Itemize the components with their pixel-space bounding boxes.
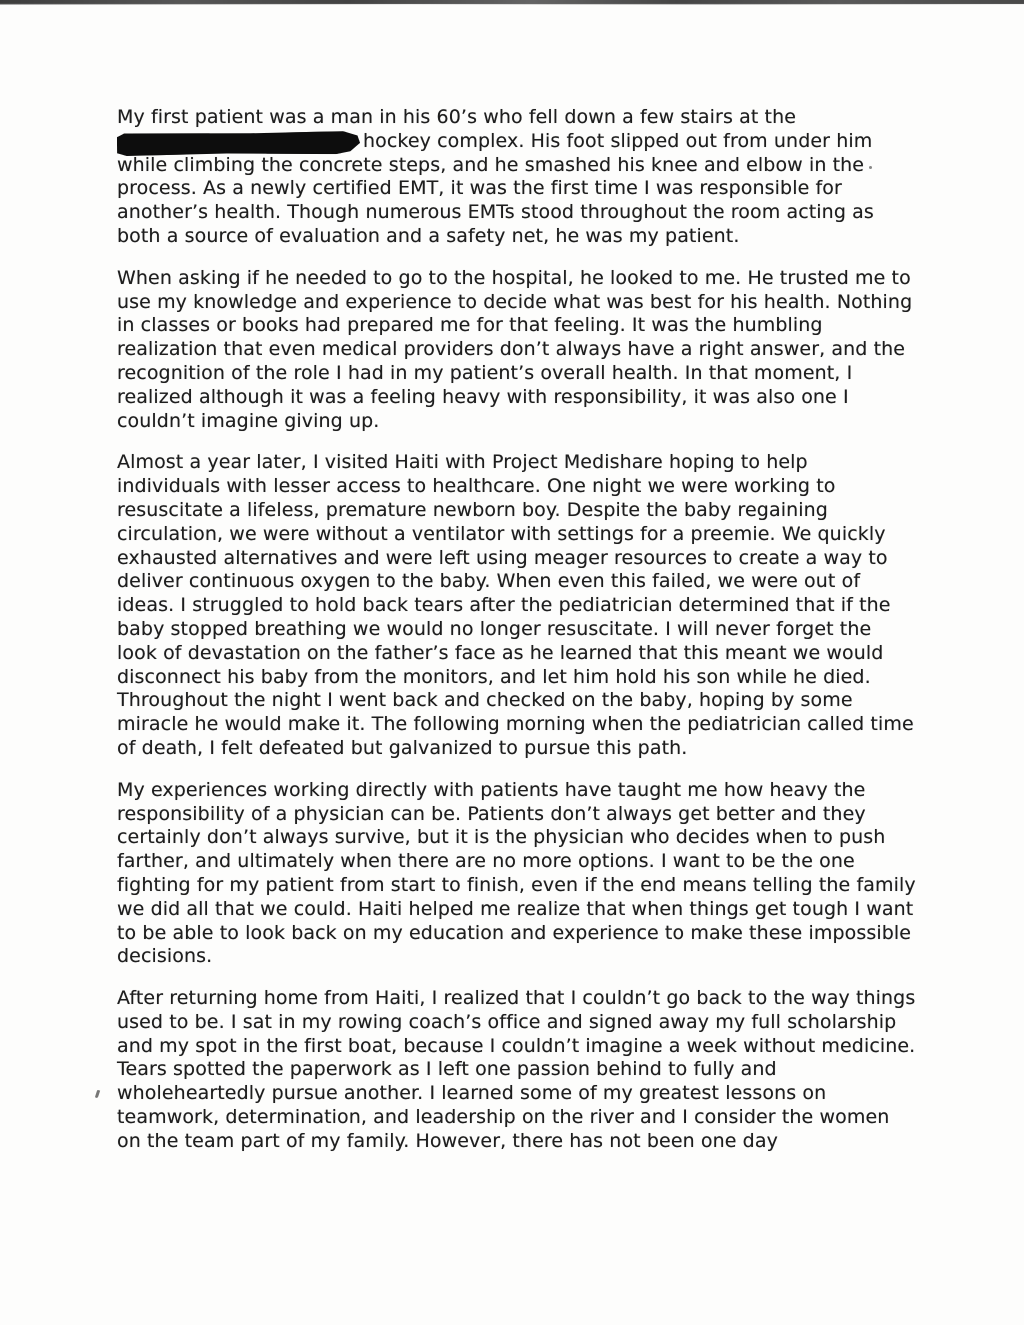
scan-edge-artifact [0, 0, 1024, 4]
scan-speck-artifact [95, 1090, 100, 1099]
essay-body [117, 106, 917, 1172]
paragraph-2: When asking if he needed to go to the hospital, he looked to me. He trusted me to use my knowledge and experience to decide what was best for his health. Nothing in classes or books had prepared me for that feeling. It was the humbling realization that even medical providers don’t always have a right answer, and the recognition of the role I had in my patient’s overall health. In that moment, I realized although it was a feeling heavy with responsibility, it was also one I couldn’t imagine giving up. [117, 266, 913, 432]
paragraph-1 [117, 106, 917, 249]
paragraph-4: My experiences working directly with patients have taught me how heavy the responsibility of a physician can be. Patients don’t always get better and they certainly don’t always survive, but it is the physician who decides when to push farther, and ultimately when there are no more options. I want to be the one fighting for my patient from start to finish, even if the end means telling the family we did all that we could. Haiti helped me realize that when things get tough I want to be able to look back on my education and experience to make these impossible decisions. [117, 778, 916, 968]
redaction-bar [117, 131, 360, 156]
scan-dot-artifact [869, 166, 872, 169]
paragraph-1-continuation: hockey complex. His foot slipped out from under him while climbing the concrete steps, and he smashed his knee and elbow in the process. As a newly certified EMT, it was the first time I was responsible for another’s health. Though numerous EMTs stood throughout the room acting as both a source of evaluation and a safety net, he was my patient. [117, 129, 874, 247]
paragraph-3: Almost a year later, I visited Haiti with Project Medishare hoping to help individuals with lesser access to healthcare. One night we were working to resuscitate a lifeless, premature newborn boy. Despite the baby regaining circulation, we were without a ventilator with settings for a preemie. We quickly exhausted alternatives and were left using meager resources to create a way to deliver continuous oxygen to the baby. When even this failed, we were out of ideas. I struggled to hold back tears after the pediatrician determined that if the baby stopped breathing we would no longer resuscitate. I will never forget the look of devastation on the father’s face as he learned that this meant we would disconnect his baby from the monitors, and let him hold his son while he died. Throughout the night I went back and checked on the baby, hoping by some miracle he would make it. The following morning when the pediatrician called time of death, I felt defeated but galvanized to pursue this path. [117, 451, 914, 759]
paragraph-5: After returning home from Haiti, I realized that I couldn’t go back to the way things used to be. I sat in my rowing coach’s office and signed away my full scholarship and my spot in the first boat, because I couldn’t imagine a week without medicine. Tears spotted the paperwork as I left one passion behind to fully and wholeheartedly pursue another. I learned some of my greatest lessons on teamwork, determination, and leadership on the river and I consider the women on the team part of my family. However, there has not been one day [117, 987, 916, 1152]
paragraph-1-line-1: My first patient was a man in his 60’s who fell down a few stairs at the [117, 106, 797, 128]
